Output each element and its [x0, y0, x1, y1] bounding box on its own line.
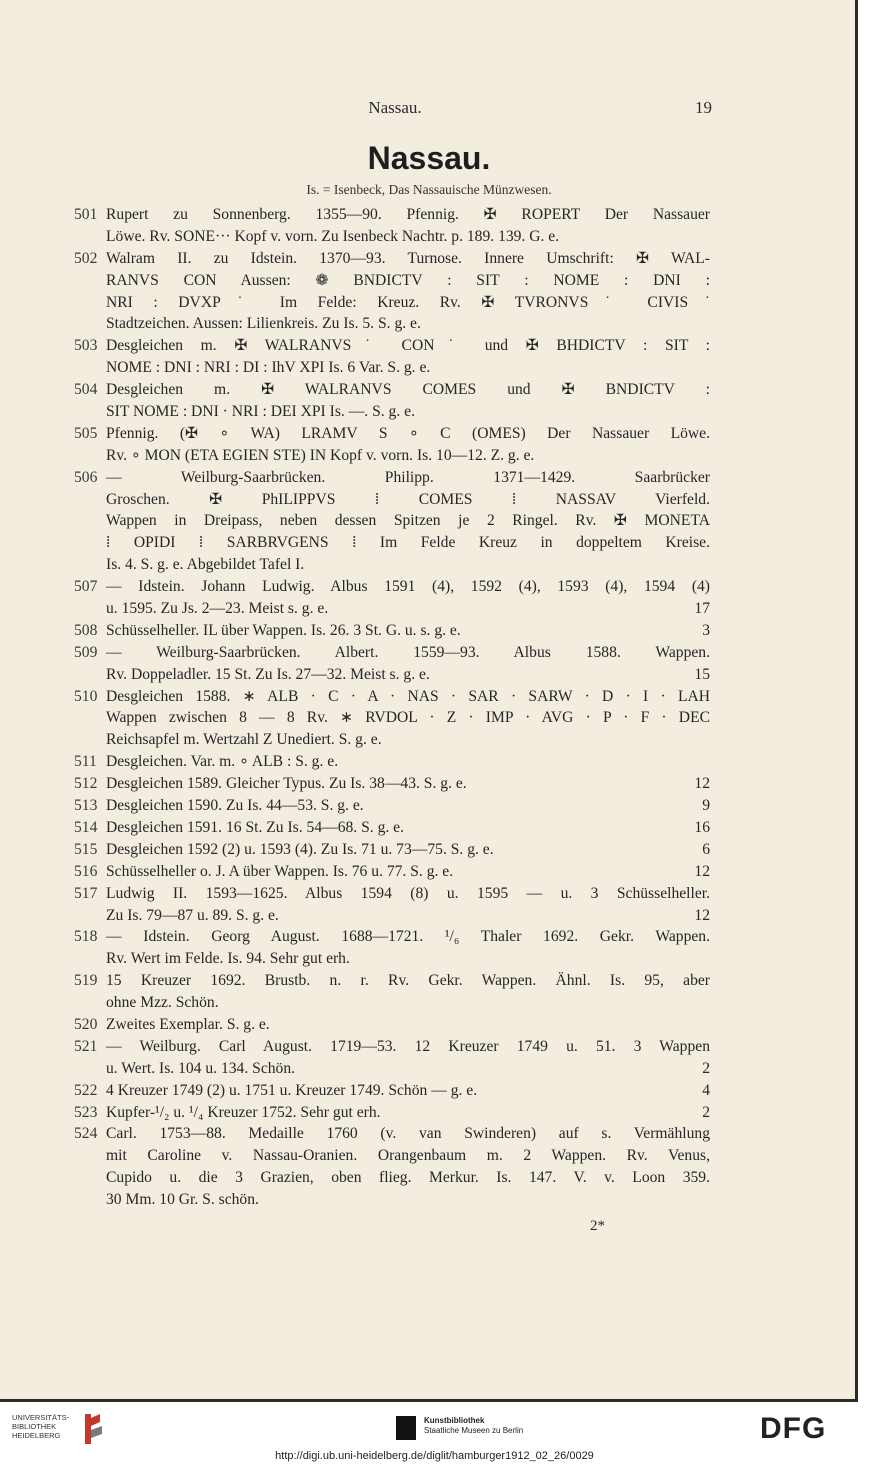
entry-line: [0, 1080, 858, 1102]
catalog-entry: [0, 795, 858, 817]
entry-line: [0, 313, 858, 335]
entry-line: [0, 401, 858, 423]
entry-text: Desgleichen 1591. 16 St. Zu Is. 54—68. S. g. e.: [106, 818, 404, 836]
entry-line: [0, 379, 858, 401]
entry-text: Schüsselheller. IL über Wappen. Is. 26. 3 St. G. u. s. g. e.: [106, 621, 461, 639]
signature-mark: 2*: [590, 1218, 605, 1234]
price-value: 16: [694, 818, 710, 836]
entry-line: [0, 1145, 858, 1167]
entry-line: [0, 883, 858, 905]
lot-number: 502: [74, 249, 98, 267]
entry-text: Kupfer-¹/₂ u. ¹/₄ Kreuzer 1752. Sehr gut erh.: [106, 1103, 381, 1121]
running-head: [0, 98, 858, 122]
entry-text: Desgleichen 1589. Gleicher Typus. Zu Is. 38—43. S. g. e.: [106, 775, 467, 793]
entry-line: [0, 817, 858, 839]
lot-number: 519: [74, 972, 98, 990]
page-title: Nassau.: [367, 140, 491, 176]
catalog-entry: [0, 1080, 858, 1102]
price-value: 6: [702, 840, 710, 858]
entry-text: Ludwig II. 1593—1625. Albus 1594 (8) u. 1595 — u. 3 Schüsselheller.: [106, 884, 710, 902]
heidelberg-library-logo[interactable]: [12, 1413, 69, 1440]
entry-line: [0, 1123, 858, 1145]
entry-text: NRI : DVXP˙ Im Felde: Kreuz. Rv. ✠ TVRONVS˙ CIVIS˙: [106, 293, 710, 311]
entry-text: 4 Kreuzer 1749 (2) u. 1751 u. Kreuzer 1749. Schön — g. e.: [106, 1081, 478, 1099]
entry-text: Stadtzeichen. Aussen: Lilienkreis. Zu Is. 5. S. g. e.: [106, 315, 421, 333]
entry-text: Desgleichen m. ✠ WALRANVS˙ CON˙ und ✠ BHDICTV : SIT :: [106, 337, 710, 355]
catalog-entry: [0, 248, 858, 336]
footer-bar: [0, 1402, 869, 1465]
entry-line: [0, 861, 858, 883]
price-value: 12: [694, 862, 710, 880]
entry-line: [0, 751, 858, 773]
catalog-entry: [0, 1014, 858, 1036]
abbreviation-note: Is. = Isenbeck, Das Nassauische Münzwesen.: [306, 182, 552, 197]
lot-number: 514: [74, 818, 98, 836]
uni-line-3: HEIDELBERG: [12, 1431, 61, 1440]
entry-line: [0, 1102, 858, 1124]
entry-line: [0, 642, 858, 664]
entry-line: [0, 248, 858, 270]
entry-line: [0, 423, 858, 445]
entry-text: Zweites Exemplar. S. g. e.: [106, 1015, 270, 1033]
entry-line: [0, 970, 858, 992]
entry-line: [0, 554, 858, 576]
entry-text: — Idstein. Johann Ludwig. Albus 1591 (4), 1592 (4), 1593 (4), 1594 (4): [106, 578, 710, 596]
entry-line: [0, 707, 858, 729]
entry-line: [0, 1014, 858, 1036]
kunstbibliothek-logo-icon[interactable]: [396, 1416, 416, 1440]
price-value: 2: [702, 1103, 710, 1121]
entry-line: [0, 1036, 858, 1058]
lot-number: 522: [74, 1081, 98, 1099]
lot-number: 518: [74, 928, 98, 946]
entry-text: Löwe. Rv. SONE··· Kopf v. vorn. Zu Isenbeck Nachtr. p. 189. 139. G. e.: [106, 227, 560, 245]
entry-line: [0, 992, 858, 1014]
price-value: 17: [694, 600, 710, 618]
catalog-entry: [0, 620, 858, 642]
entry-line: [0, 204, 858, 226]
entry-line: [0, 576, 858, 598]
entry-text: Pfennig. (✠ ∘ WA) LRAMV S ∘ C (OMES) Der Nassauer Löwe.: [106, 424, 710, 442]
entry-text: — Idstein. Georg August. 1688—1721. ¹/₆ Thaler 1692. Gekr. Wappen.: [106, 928, 710, 946]
catalog-entry: [0, 467, 858, 576]
entry-line: [0, 620, 858, 642]
entry-text: Cupido u. die 3 Grazien, oben flieg. Merkur. Is. 147. V. v. Loon 359.: [106, 1169, 710, 1187]
entry-text: Carl. 1753—88. Medaille 1760 (v. van Swinderen) auf s. Vermählung: [106, 1125, 710, 1143]
heidelberg-emblem-icon: [82, 1412, 104, 1446]
entry-line: [0, 292, 858, 314]
entry-text: u. Wert. Is. 104 u. 134. Schön.: [106, 1059, 296, 1077]
catalog-entry: [0, 1102, 858, 1124]
entry-text: mit Caroline v. Nassau-Oranien. Orangenbaum m. 2 Wappen. Rv. Venus,: [106, 1147, 710, 1165]
lot-number: 524: [74, 1125, 98, 1143]
entry-line: [0, 729, 858, 751]
running-title: Nassau.: [368, 98, 422, 117]
entry-line: [0, 795, 858, 817]
lot-number: 517: [74, 884, 98, 902]
entry-line: [0, 926, 858, 948]
entry-text: Reichsapfel m. Wertzahl Z Unediert. S. g. e.: [106, 731, 382, 749]
entry-text: Walram II. zu Idstein. 1370—93. Turnose. Innere Umschrift: ✠ WAL-: [106, 249, 710, 267]
price-value: 4: [702, 1081, 710, 1099]
lot-number: 515: [74, 840, 98, 858]
entry-text: Groschen. ✠ PhILIPPVS ⁞ COMES ⁞ NASSAV Vierfeld.: [106, 490, 710, 508]
uni-line-1: UNIVERSITÄTS-: [12, 1413, 70, 1422]
entry-text: SIT NOME : DNI · NRI : DEI XPI Is. —. S. g. e.: [106, 403, 415, 421]
lot-number: 505: [74, 424, 98, 442]
catalog-entries: [0, 204, 858, 1211]
catalog-entry: [0, 204, 858, 248]
entry-text: Rv. Wert im Felde. Is. 94. Sehr gut erh.: [106, 950, 350, 968]
entry-line: [0, 270, 858, 292]
entry-line: [0, 948, 858, 970]
entry-text: Is. 4. S. g. e. Abgebildet Tafel I.: [106, 556, 305, 574]
entry-text: 30 Mm. 10 Gr. S. schön.: [106, 1191, 259, 1209]
price-value: 12: [694, 775, 710, 793]
entry-text: u. 1595. Zu Js. 2—23. Meist s. g. e.: [106, 600, 329, 618]
entry-line: [0, 445, 858, 467]
lot-number: 511: [74, 753, 97, 771]
lot-number: 504: [74, 381, 98, 399]
catalog-entry: [0, 839, 858, 861]
entry-line: [0, 686, 858, 708]
entry-line: [0, 532, 858, 554]
price-value: 3: [702, 621, 710, 639]
uni-line-2: BIBLIOTHEK: [12, 1422, 57, 1431]
lot-number: 523: [74, 1103, 98, 1121]
entry-text: ohne Mzz. Schön.: [106, 994, 219, 1012]
entry-line: [0, 510, 858, 532]
catalog-entry: [0, 861, 858, 883]
entry-line: [0, 335, 858, 357]
lot-number: 503: [74, 337, 98, 355]
entry-text: 15 Kreuzer 1692. Brustb. n. r. Rv. Gekr. Wappen. Ähnl. Is. 95, aber: [106, 972, 710, 990]
lot-number: 521: [74, 1037, 98, 1055]
lot-number: 506: [74, 468, 98, 486]
entry-text: Schüsselheller o. J. A über Wappen. Is. 76 u. 77. S. g. e.: [106, 862, 454, 880]
catalog-entry: [0, 642, 858, 686]
catalog-entry: [0, 335, 858, 379]
price-value: 12: [694, 906, 710, 924]
entry-line: [0, 489, 858, 511]
lot-number: 501: [74, 206, 98, 223]
entry-line: [0, 1167, 858, 1189]
price-value: 2: [702, 1059, 710, 1077]
entry-text: Desgleichen 1588. ∗ ALB · C · A · NAS · SAR · SARW · D · I · LAH: [106, 687, 710, 705]
entry-line: [0, 598, 858, 620]
entry-line: [0, 467, 858, 489]
entry-text: Desgleichen 1590. Zu Is. 44—53. S. g. e.: [106, 797, 364, 815]
kb-line-2: Staatliche Museen zu Berlin: [424, 1426, 524, 1435]
entry-line: [0, 839, 858, 861]
entry-text: Wappen zwischen 8 — 8 Rv. ∗ RVDOL · Z · IMP · AVG · P · F · DEC: [106, 709, 710, 727]
catalog-entry: [0, 1036, 858, 1080]
entry-text: Desgleichen m. ✠ WALRANVS COMES und ✠ BNDICTV :: [106, 381, 710, 399]
entry-line: [0, 1189, 858, 1211]
catalog-entry: [0, 817, 858, 839]
entry-line: [0, 357, 858, 379]
entry-line: [0, 1058, 858, 1080]
lot-number: 516: [74, 862, 98, 880]
catalog-entry: [0, 379, 858, 423]
entry-text: — Weilburg. Carl August. 1719—53. 12 Kreuzer 1749 u. 51. 3 Wappen: [106, 1037, 710, 1055]
catalog-entry: [0, 773, 858, 795]
catalog-entry: [0, 1123, 858, 1211]
catalog-entry: [0, 576, 858, 620]
entry-text: Rv. ∘ MON (ETA EGIEN STE) IN Kopf v. vorn. Is. 10—12. Z. g. e.: [106, 446, 535, 464]
entry-text: Rupert zu Sonnenberg. 1355—90. Pfennig. ✠ ROPERT Der Nassauer: [106, 206, 710, 223]
lot-number: 508: [74, 621, 98, 639]
entry-text: NOME : DNI : NRI : DI : IhV XPI Is. 6 Var. S. g. e.: [106, 359, 431, 377]
entry-text: RANVS CON Aussen: ❁ BNDICTV : SIT : NOME : DNI :: [106, 271, 710, 289]
entry-text: Desgleichen. Var. m. ∘ ALB : S. g. e.: [106, 753, 339, 771]
lot-number: 513: [74, 797, 98, 815]
kb-line-1: Kunstbibliothek: [424, 1416, 485, 1425]
catalog-entry: [0, 883, 858, 927]
dfg-logo[interactable]: DFG: [760, 1412, 827, 1445]
catalog-entry: [0, 751, 858, 773]
catalog-entry: [0, 686, 858, 752]
entry-text: — Weilburg-Saarbrücken. Albert. 1559—93. Albus 1588. Wappen.: [106, 643, 710, 661]
lot-number: 509: [74, 643, 98, 661]
permalink-url[interactable]: http://digi.ub.uni-heidelberg.de/diglit/hamburger1912_02_26/0029: [275, 1450, 594, 1462]
lot-number: 507: [74, 578, 98, 596]
entry-line: [0, 773, 858, 795]
catalog-entry: [0, 970, 858, 1014]
entry-text: Desgleichen 1592 (2) u. 1593 (4). Zu Is. 71 u. 73—75. S. g. e.: [106, 840, 494, 858]
lot-number: 520: [74, 1015, 98, 1033]
catalog-entry: [0, 423, 858, 467]
price-value: 9: [702, 797, 710, 815]
entry-text: ⁞ OPIDI ⁞ SARBRVGENS ⁞ Im Felde Kreuz in doppeltem Kreise.: [106, 534, 710, 552]
kunstbibliothek-label: [424, 1416, 523, 1436]
entry-line: [0, 905, 858, 927]
entry-text: Zu Is. 79—87 u. 89. S. g. e.: [106, 906, 279, 924]
entry-line: [0, 226, 858, 248]
lot-number: 512: [74, 775, 98, 793]
catalog-entry: [0, 926, 858, 970]
entry-text: Wappen in Dreipass, neben dessen Spitzen je 2 Ringel. Rv. ✠ MONETA: [106, 512, 710, 530]
price-value: 15: [694, 665, 710, 683]
entry-text: Rv. Doppeladler. 15 St. Zu Is. 27—32. Meist s. g. e.: [106, 665, 430, 683]
entry-text: — Weilburg-Saarbrücken. Philipp. 1371—1429. Saarbrücker: [106, 468, 710, 486]
entry-line: [0, 664, 858, 686]
lot-number: 510: [74, 687, 98, 705]
page-number: 19: [695, 98, 712, 117]
